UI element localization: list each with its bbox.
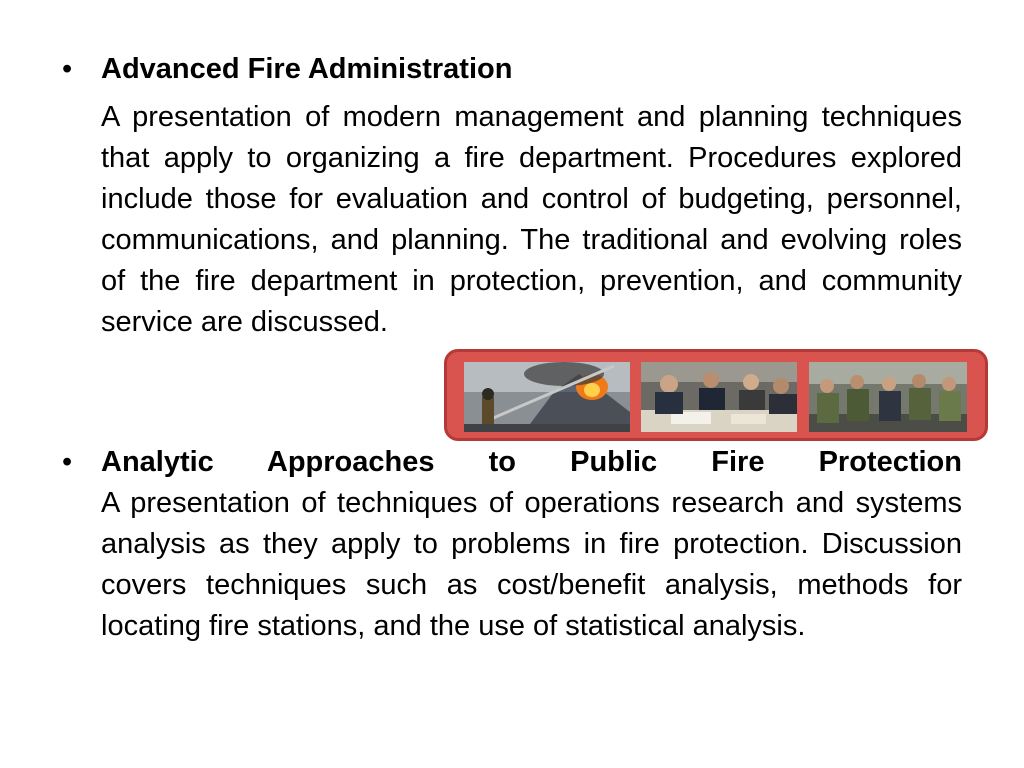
firefighter-at-burning-building-photo — [464, 362, 630, 432]
bullet-marker: • — [62, 446, 73, 478]
section-heading: Analytic Approaches to Public Fire Protection — [101, 446, 962, 478]
photo-strip — [444, 349, 988, 441]
section-heading: Advanced Fire Administration — [101, 53, 513, 85]
officers-planning-at-table-photo — [641, 362, 797, 432]
section-description: A presentation of modern management and planning techniques that apply to organizing a fire department. Procedures explored include those for evaluation and control of budgeting, personnel, communications, and planning. The traditional and evolving roles of the fire department in protection, prevention, and community service are discussed. — [101, 101, 962, 338]
section-advanced-fire-administration — [62, 49, 962, 343]
section-description: A presentation of techniques of operations research and systems analysis as they apply to problems in fire protection. Discussion covers techniques such as cost/benefit analysis, methods for locating fire stations, and the use of statistical analysis. — [101, 487, 962, 642]
bullet-marker: • — [62, 53, 73, 85]
section-analytic-approaches — [62, 442, 962, 647]
crew-briefing-photo — [809, 362, 967, 432]
